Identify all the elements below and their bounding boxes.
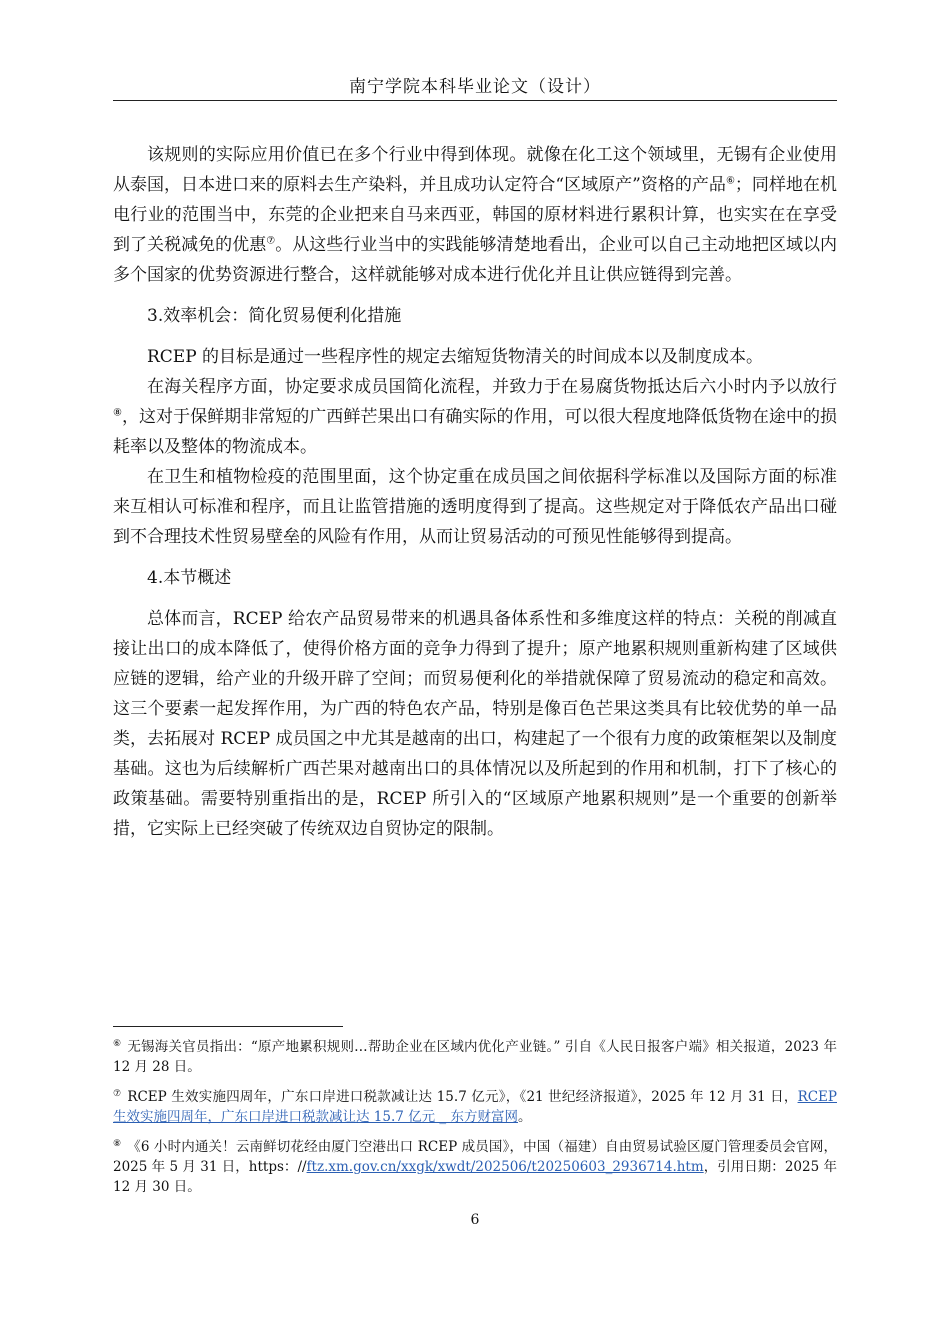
footnote-mark: ⑦ [113, 1088, 122, 1099]
footnote-ref-7[interactable]: ⑦ [266, 235, 276, 247]
header-divider [113, 100, 837, 101]
footnotes [113, 1037, 837, 1207]
main-body [113, 140, 837, 844]
paragraph-customs [113, 372, 837, 462]
p3-text-a: 在海关程序方面，协定要求成员国简化流程，并致力于在易腐货物抵达后六小时内予以放行 [147, 377, 837, 397]
footnote-text: 无锡海关官员指出：“原产地累积规则…帮助企业在区域内优化产业链。” 引自《人民日报客户端》相关报道，2023 年 12 月 28 日。 [113, 1039, 837, 1075]
footnote-7 [113, 1087, 837, 1127]
p1-text-b: ；同样地在机电行业的范围当中，东莞的企业把来自马来西亚，韩国的原材料进行累积计算，也实实在在享受到了关税减免的优惠 [113, 175, 837, 255]
section-heading-4: 4.本节概述 [147, 568, 232, 588]
paragraph-rules-of-origin-practice [113, 140, 837, 290]
footnote-8 [113, 1137, 837, 1197]
page-number: 6 [470, 1212, 480, 1228]
footnote-tail: ，引用日期：2025 年 12 月 30 日。 [113, 1159, 837, 1195]
footnote-ref-6[interactable]: ⑥ [725, 175, 735, 187]
footnote-tail: 。 [517, 1109, 532, 1125]
p1-text-a: 该规则的实际应用价值已在多个行业中得到体现。就像在化工这个领域里，无锡有企业使用从泰国，日本进口来的原料去生产染料，并且成功认定符合“区域原产”资格的产品 [113, 145, 837, 195]
footnote-6 [113, 1037, 837, 1077]
footnote-ref-8[interactable]: ⑧ [113, 407, 122, 419]
page-header-title: 南宁学院本科毕业论文（设计） [349, 77, 601, 97]
footnote-text: RCEP 生效实施四周年，广东口岸进口税款减让达 15.7 亿元》，《21 世纪经济报道》，2025 年 12 月 31 日， [127, 1089, 798, 1105]
footnote-link[interactable]: RCEP 生效实施四周年，广东口岸进口税款减让达 15.7 亿元 _ 东方财富网 [113, 1089, 837, 1125]
footnote-text: 《6 小时内通关！云南鲜切花经由厦门空港出口 RCEP 成员国》，中国（福建）自由贸易试验区厦门管理委员会官网，2025 年 5 月 31 日，https：// [113, 1139, 837, 1175]
footnote-mark: ⑥ [113, 1038, 122, 1049]
paragraph-sps: 在卫生和植物检疫的范围里面，这个协定重在成员国之间依据科学标准以及国际方面的标准来互相认可标准和程序，而且让监管措施的透明度得到了提高。这些规定对于降低农产品出口碰到不合理技术性贸易壁垒的风险有作用，从而让贸易活动的可预见性能够得到提高。 [113, 467, 837, 547]
footnote-link[interactable]: ftz.xm.gov.cn/xxgk/xwdt/202506/t20250603_2936714.htm [306, 1159, 704, 1175]
paragraph-rcep-goal: RCEP 的目标是通过一些程序性的规定去缩短货物清关的时间成本以及制度成本。 [147, 347, 764, 367]
p3-text-b: ，这对于保鲜期非常短的广西鲜芒果出口有确实际的作用，可以很大程度地降低货物在途中的损耗率以及整体的物流成本。 [113, 407, 838, 457]
paragraph-summary: 总体而言，RCEP 给农产品贸易带来的机遇具备体系性和多维度这样的特点：关税的削减直接让出口的成本降低了，使得价格方面的竞争力得到了提升；原产地累积规则重新构建了区域供应链的逻辑，给产业的升级开辟了空间；而贸易便利化的举措就保障了贸易流动的稳定和高效。这三个要素一起发挥作用，为广西的特色农产品，特别是像百色芒果这类具有比较优势的单一品类，去拓展对 RCEP 成员国之中尤其是越南的出口，构建起了一个很有力度的政策框架以及制度基础。这也为后续解析广西芒果对越南出口的具体情况以及所起到的作用和机制，打下了核心的政策基础。需要特别重指出的是，RCEP 所引入的“区域原产地累积规则”是一个重要的创新举措，它实际上已经突破了传统双边自贸协定的限制。 [113, 609, 837, 839]
footnote-mark: ⑧ [113, 1138, 122, 1149]
section-heading-3: 3.效率机会：简化贸易便利化措施 [147, 306, 402, 326]
footnote-divider [113, 1026, 343, 1027]
p1-text-c: 。从这些行业当中的实践能够清楚地看出，企业可以自己主动地把区域以内多个国家的优势资源进行整合，这样就能够对成本进行优化并且让供应链得到完善。 [113, 235, 838, 285]
